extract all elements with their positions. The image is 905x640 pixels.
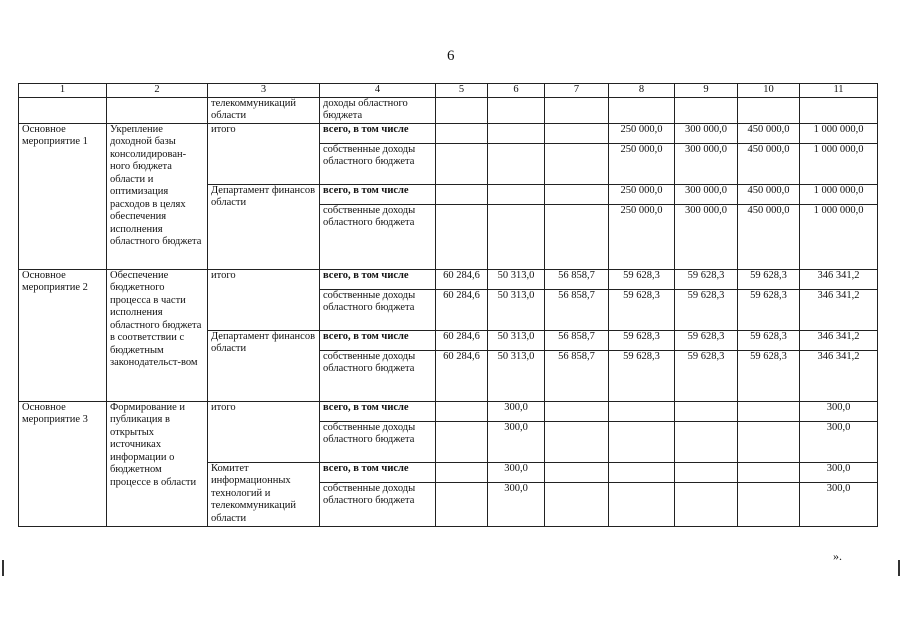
column-number: 1 [19, 84, 107, 98]
measure-title-cell: Основное мероприятие 1 [19, 123, 107, 269]
value-cell: 1 000 000,0 [800, 123, 878, 143]
value-cell [545, 421, 609, 462]
funding-source-cell: собственные доходы областного бюджета [320, 289, 436, 330]
funding-source-cell: всего, в том числе [320, 269, 436, 289]
column-number: 2 [107, 84, 208, 98]
executor-cell: Департамент финансов области [208, 184, 320, 269]
column-number: 5 [436, 84, 488, 98]
measure-title-cell: Основное мероприятие 2 [19, 269, 107, 401]
value-cell: 60 284,6 [436, 289, 488, 330]
value-cell: 300,0 [488, 401, 545, 421]
value-cell [436, 123, 488, 143]
value-cell: 450 000,0 [738, 204, 800, 269]
funding-source-cell: собственные доходы областного бюджета [320, 143, 436, 184]
column-number: 3 [208, 84, 320, 98]
table-row [19, 401, 878, 421]
value-cell: 1 000 000,0 [800, 204, 878, 269]
executor-cell: Комитет информационных технологий и телекоммуникаций области [208, 462, 320, 526]
value-cell: 300,0 [800, 401, 878, 421]
column-number: 8 [609, 84, 675, 98]
funding-source-cell: всего, в том числе [320, 401, 436, 421]
value-cell [609, 97, 675, 123]
value-cell: 346 341,2 [800, 330, 878, 350]
value-cell: 1 000 000,0 [800, 143, 878, 184]
value-cell: 50 313,0 [488, 350, 545, 401]
value-cell [488, 123, 545, 143]
value-cell: 59 628,3 [609, 350, 675, 401]
value-cell [436, 184, 488, 204]
value-cell [436, 462, 488, 482]
value-cell [436, 482, 488, 526]
budget-table [18, 83, 878, 527]
value-cell [675, 421, 738, 462]
value-cell: 300,0 [488, 421, 545, 462]
value-cell [545, 97, 609, 123]
value-cell [545, 184, 609, 204]
value-cell: 60 284,6 [436, 330, 488, 350]
column-number: 11 [800, 84, 878, 98]
value-cell: 346 341,2 [800, 350, 878, 401]
value-cell: 56 858,7 [545, 350, 609, 401]
value-cell: 59 628,3 [675, 269, 738, 289]
value-cell: 56 858,7 [545, 330, 609, 350]
value-cell [675, 401, 738, 421]
value-cell [800, 97, 878, 123]
value-cell [545, 482, 609, 526]
value-cell [738, 97, 800, 123]
value-cell [545, 123, 609, 143]
measure-title-cell: Основное мероприятие 3 [19, 401, 107, 526]
value-cell: 300,0 [488, 462, 545, 482]
funding-source-cell: собственные доходы областного бюджета [320, 350, 436, 401]
value-cell: 59 628,3 [609, 330, 675, 350]
value-cell [609, 482, 675, 526]
column-number: 10 [738, 84, 800, 98]
value-cell [545, 401, 609, 421]
value-cell [545, 143, 609, 184]
value-cell [488, 97, 545, 123]
value-cell: 300 000,0 [675, 184, 738, 204]
value-cell: 50 313,0 [488, 330, 545, 350]
value-cell [488, 184, 545, 204]
value-cell [609, 401, 675, 421]
executor-cell: Департамент финансов области [208, 330, 320, 401]
value-cell: 250 000,0 [609, 143, 675, 184]
table-row [19, 269, 878, 289]
value-cell: 60 284,6 [436, 350, 488, 401]
scan-margin-mark [898, 560, 900, 576]
value-cell: 250 000,0 [609, 184, 675, 204]
value-cell: 59 628,3 [738, 350, 800, 401]
value-cell: 300,0 [800, 462, 878, 482]
value-cell: 59 628,3 [738, 289, 800, 330]
value-cell [436, 401, 488, 421]
column-number: 6 [488, 84, 545, 98]
column-number: 7 [545, 84, 609, 98]
value-cell [488, 143, 545, 184]
funding-source-cell: всего, в том числе [320, 330, 436, 350]
value-cell [738, 482, 800, 526]
value-cell [488, 204, 545, 269]
value-cell [675, 462, 738, 482]
value-cell: 450 000,0 [738, 184, 800, 204]
value-cell: 59 628,3 [738, 269, 800, 289]
funding-source-cell: всего, в том числе [320, 184, 436, 204]
column-number: 4 [320, 84, 436, 98]
measure-description-cell [107, 97, 208, 123]
funding-source-cell: собственные доходы областного бюджета [320, 421, 436, 462]
value-cell: 450 000,0 [738, 143, 800, 184]
value-cell [675, 97, 738, 123]
value-cell: 59 628,3 [675, 330, 738, 350]
scan-margin-mark [2, 560, 4, 576]
value-cell [738, 462, 800, 482]
measure-description-cell: Укрепление доходной базы консолидирован-ного бюджета области и оптимизация расходов в целях обеспечения исполнения областного бюджета [107, 123, 208, 269]
value-cell: 50 313,0 [488, 269, 545, 289]
page-number: 6 [447, 48, 455, 64]
value-cell: 450 000,0 [738, 123, 800, 143]
table-row [19, 97, 878, 123]
value-cell [609, 421, 675, 462]
value-cell: 59 628,3 [675, 350, 738, 401]
value-cell: 59 628,3 [609, 289, 675, 330]
funding-source-cell: доходы областного бюджета [320, 97, 436, 123]
funding-source-cell: собственные доходы областного бюджета [320, 204, 436, 269]
value-cell: 1 000 000,0 [800, 184, 878, 204]
value-cell [436, 421, 488, 462]
column-number: 9 [675, 84, 738, 98]
value-cell [675, 482, 738, 526]
value-cell: 300,0 [800, 482, 878, 526]
value-cell: 300 000,0 [675, 204, 738, 269]
value-cell: 50 313,0 [488, 289, 545, 330]
value-cell: 300,0 [800, 421, 878, 462]
value-cell: 56 858,7 [545, 269, 609, 289]
total-label-cell: итого [208, 269, 320, 330]
value-cell: 59 628,3 [675, 289, 738, 330]
value-cell [609, 462, 675, 482]
funding-source-cell: собственные доходы областного бюджета [320, 482, 436, 526]
value-cell: 300,0 [488, 482, 545, 526]
value-cell: 59 628,3 [738, 330, 800, 350]
value-cell: 60 284,6 [436, 269, 488, 289]
value-cell: 346 341,2 [800, 269, 878, 289]
value-cell: 56 858,7 [545, 289, 609, 330]
value-cell: 59 628,3 [609, 269, 675, 289]
total-label-cell: итого [208, 401, 320, 462]
measure-description-cell: Формирование и публикация в открытых источниках информации о бюджетном процессе в области [107, 401, 208, 526]
closing-quote-mark: ». [833, 549, 842, 563]
value-cell [738, 401, 800, 421]
value-cell [436, 143, 488, 184]
executor-cell: телекоммуникаций области [208, 97, 320, 123]
value-cell: 300 000,0 [675, 123, 738, 143]
funding-source-cell: всего, в том числе [320, 123, 436, 143]
total-label-cell: итого [208, 123, 320, 184]
table-row [19, 123, 878, 143]
column-number-row [19, 84, 878, 98]
value-cell: 346 341,2 [800, 289, 878, 330]
value-cell [436, 204, 488, 269]
value-cell [738, 421, 800, 462]
value-cell [545, 204, 609, 269]
value-cell [545, 462, 609, 482]
value-cell: 250 000,0 [609, 123, 675, 143]
funding-source-cell: всего, в том числе [320, 462, 436, 482]
value-cell [436, 97, 488, 123]
value-cell: 250 000,0 [609, 204, 675, 269]
measure-description-cell: Обеспечение бюджетного процесса в части исполнения областного бюджета в соответствии с бюджетным законодательст-вом [107, 269, 208, 401]
value-cell: 300 000,0 [675, 143, 738, 184]
measure-title-cell [19, 97, 107, 123]
